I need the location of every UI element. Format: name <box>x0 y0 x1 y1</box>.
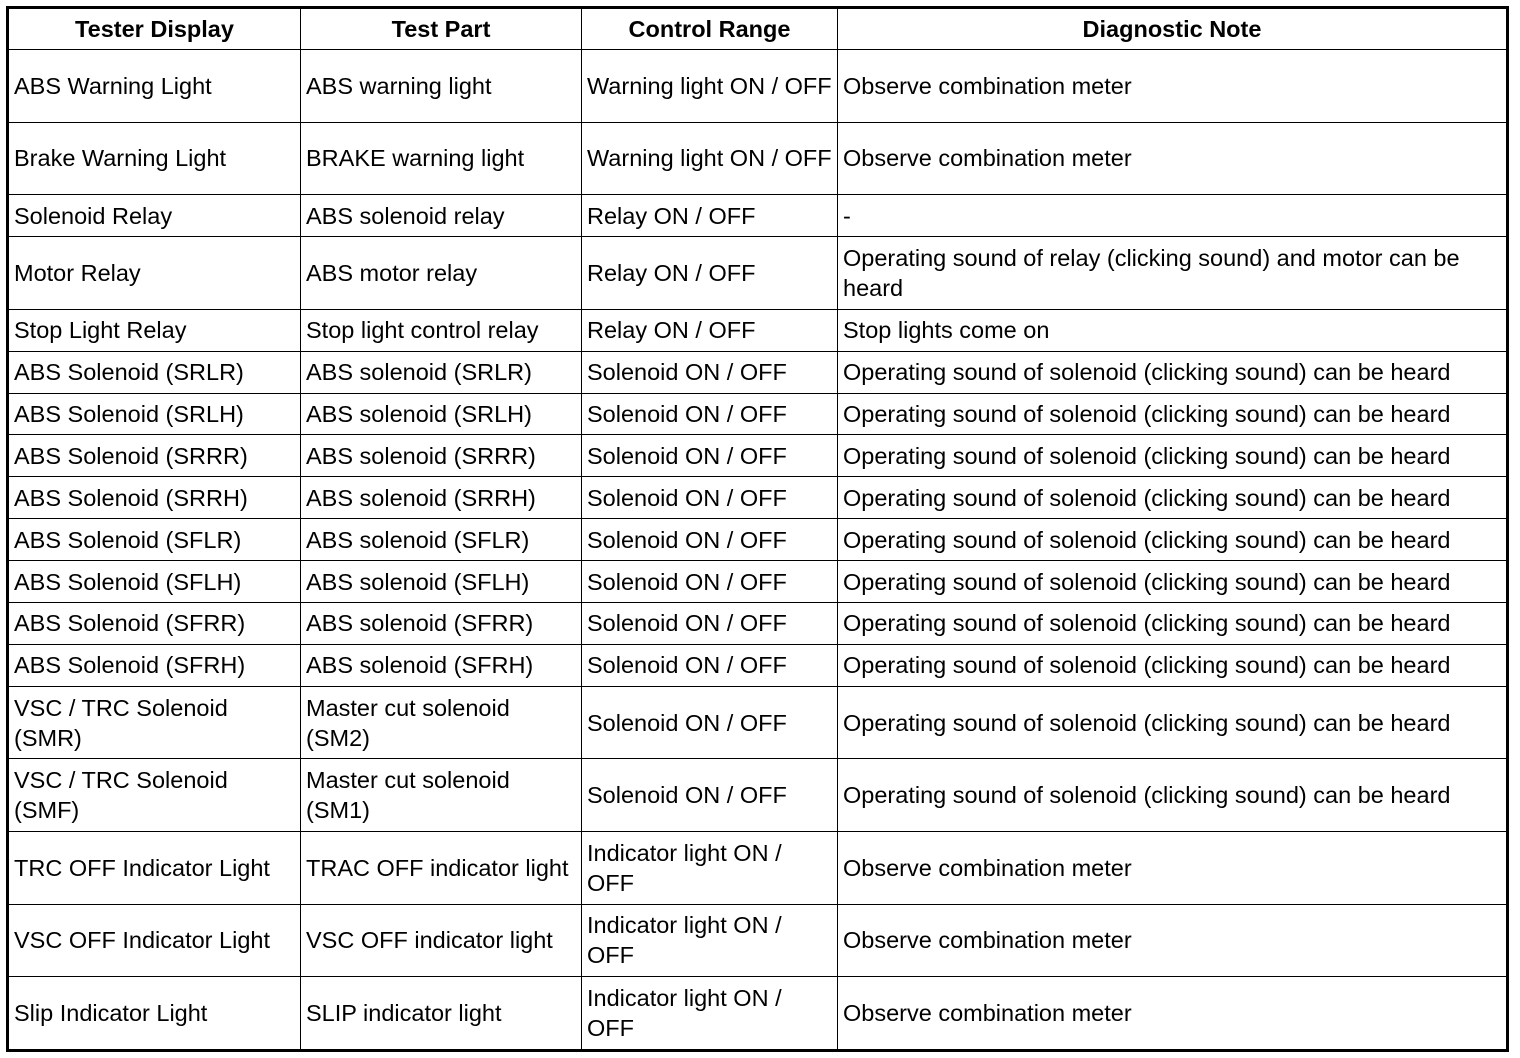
table-row <box>8 832 1508 905</box>
cell-test-part: ABS solenoid (SFLR) <box>301 519 582 561</box>
table-row <box>8 686 1508 759</box>
table-row <box>8 195 1508 237</box>
table-row <box>8 644 1508 686</box>
table-row <box>8 977 1508 1051</box>
cell-diagnostic-note: Operating sound of solenoid (clicking sound) can be heard <box>838 393 1508 435</box>
cell-tester-display: Brake Warning Light <box>8 122 301 195</box>
cell-diagnostic-note: Observe combination meter <box>838 122 1508 195</box>
cell-test-part: ABS solenoid (SRRH) <box>301 477 582 519</box>
table-row <box>8 351 1508 393</box>
cell-tester-display: TRC OFF Indicator Light <box>8 832 301 905</box>
cell-test-part: Master cut solenoid (SM2) <box>301 686 582 759</box>
table-row <box>8 393 1508 435</box>
cell-control-range: Solenoid ON / OFF <box>582 435 838 477</box>
cell-tester-display: ABS Solenoid (SRLH) <box>8 393 301 435</box>
table-body <box>8 50 1508 1051</box>
cell-diagnostic-note: Observe combination meter <box>838 832 1508 905</box>
cell-tester-display: ABS Solenoid (SFRR) <box>8 603 301 645</box>
cell-test-part: ABS solenoid (SRLR) <box>301 351 582 393</box>
cell-control-range: Relay ON / OFF <box>582 309 838 351</box>
table-row <box>8 519 1508 561</box>
cell-tester-display: Stop Light Relay <box>8 309 301 351</box>
active-test-table-sheet <box>6 6 1506 1052</box>
header-row <box>8 8 1508 50</box>
cell-test-part: Master cut solenoid (SM1) <box>301 759 582 832</box>
cell-tester-display: VSC / TRC Solenoid (SMF) <box>8 759 301 832</box>
cell-tester-display: Solenoid Relay <box>8 195 301 237</box>
cell-test-part: ABS motor relay <box>301 237 582 310</box>
table-header <box>8 8 1508 50</box>
cell-tester-display: Slip Indicator Light <box>8 977 301 1051</box>
active-test-table <box>6 6 1509 1052</box>
cell-diagnostic-note: Observe combination meter <box>838 50 1508 123</box>
table-row <box>8 122 1508 195</box>
table-row <box>8 309 1508 351</box>
cell-control-range: Indicator light ON / OFF <box>582 977 838 1051</box>
table-row <box>8 904 1508 977</box>
header-diagnostic-note: Diagnostic Note <box>838 8 1508 50</box>
cell-diagnostic-note: Operating sound of solenoid (clicking sound) can be heard <box>838 351 1508 393</box>
cell-diagnostic-note: Operating sound of solenoid (clicking sound) can be heard <box>838 477 1508 519</box>
cell-tester-display: Motor Relay <box>8 237 301 310</box>
cell-diagnostic-note: Operating sound of solenoid (clicking sound) can be heard <box>838 759 1508 832</box>
table-row <box>8 561 1508 603</box>
cell-tester-display: ABS Warning Light <box>8 50 301 123</box>
cell-control-range: Relay ON / OFF <box>582 237 838 310</box>
cell-diagnostic-note: Observe combination meter <box>838 904 1508 977</box>
cell-test-part: ABS solenoid (SFRH) <box>301 644 582 686</box>
cell-tester-display: ABS Solenoid (SRRR) <box>8 435 301 477</box>
cell-tester-display: VSC / TRC Solenoid (SMR) <box>8 686 301 759</box>
cell-control-range: Indicator light ON / OFF <box>582 904 838 977</box>
cell-diagnostic-note: Observe combination meter <box>838 977 1508 1051</box>
cell-diagnostic-note: Operating sound of solenoid (clicking sound) can be heard <box>838 435 1508 477</box>
cell-diagnostic-note: Operating sound of relay (clicking sound) and motor can be heard <box>838 237 1508 310</box>
cell-test-part: TRAC OFF indicator light <box>301 832 582 905</box>
cell-test-part: ABS solenoid (SRLH) <box>301 393 582 435</box>
cell-control-range: Warning light ON / OFF <box>582 50 838 123</box>
header-control-range: Control Range <box>582 8 838 50</box>
cell-diagnostic-note: Stop lights come on <box>838 309 1508 351</box>
cell-tester-display: ABS Solenoid (SFLR) <box>8 519 301 561</box>
cell-control-range: Relay ON / OFF <box>582 195 838 237</box>
cell-control-range: Warning light ON / OFF <box>582 122 838 195</box>
cell-control-range: Solenoid ON / OFF <box>582 351 838 393</box>
cell-control-range: Solenoid ON / OFF <box>582 603 838 645</box>
cell-test-part: SLIP indicator light <box>301 977 582 1051</box>
cell-test-part: ABS solenoid relay <box>301 195 582 237</box>
header-tester-display: Tester Display <box>8 8 301 50</box>
table-row <box>8 759 1508 832</box>
table-row <box>8 603 1508 645</box>
table-row <box>8 477 1508 519</box>
cell-control-range: Solenoid ON / OFF <box>582 393 838 435</box>
cell-diagnostic-note: Operating sound of solenoid (clicking sound) can be heard <box>838 561 1508 603</box>
table-row <box>8 50 1508 123</box>
cell-test-part: BRAKE warning light <box>301 122 582 195</box>
cell-control-range: Solenoid ON / OFF <box>582 519 838 561</box>
cell-test-part: VSC OFF indicator light <box>301 904 582 977</box>
cell-control-range: Solenoid ON / OFF <box>582 644 838 686</box>
cell-tester-display: ABS Solenoid (SFLH) <box>8 561 301 603</box>
cell-control-range: Solenoid ON / OFF <box>582 561 838 603</box>
cell-tester-display: VSC OFF Indicator Light <box>8 904 301 977</box>
cell-test-part: ABS solenoid (SRRR) <box>301 435 582 477</box>
cell-test-part: ABS solenoid (SFLH) <box>301 561 582 603</box>
cell-control-range: Indicator light ON / OFF <box>582 832 838 905</box>
cell-diagnostic-note: Operating sound of solenoid (clicking sound) can be heard <box>838 644 1508 686</box>
cell-control-range: Solenoid ON / OFF <box>582 477 838 519</box>
cell-control-range: Solenoid ON / OFF <box>582 686 838 759</box>
cell-tester-display: ABS Solenoid (SRRH) <box>8 477 301 519</box>
cell-test-part: Stop light control relay <box>301 309 582 351</box>
cell-tester-display: ABS Solenoid (SFRH) <box>8 644 301 686</box>
cell-diagnostic-note: Operating sound of solenoid (clicking sound) can be heard <box>838 603 1508 645</box>
cell-diagnostic-note: Operating sound of solenoid (clicking sound) can be heard <box>838 519 1508 561</box>
cell-test-part: ABS warning light <box>301 50 582 123</box>
cell-control-range: Solenoid ON / OFF <box>582 759 838 832</box>
cell-tester-display: ABS Solenoid (SRLR) <box>8 351 301 393</box>
cell-diagnostic-note: Operating sound of solenoid (clicking sound) can be heard <box>838 686 1508 759</box>
cell-test-part: ABS solenoid (SFRR) <box>301 603 582 645</box>
header-test-part: Test Part <box>301 8 582 50</box>
cell-diagnostic-note: - <box>838 195 1508 237</box>
table-row <box>8 435 1508 477</box>
table-row <box>8 237 1508 310</box>
